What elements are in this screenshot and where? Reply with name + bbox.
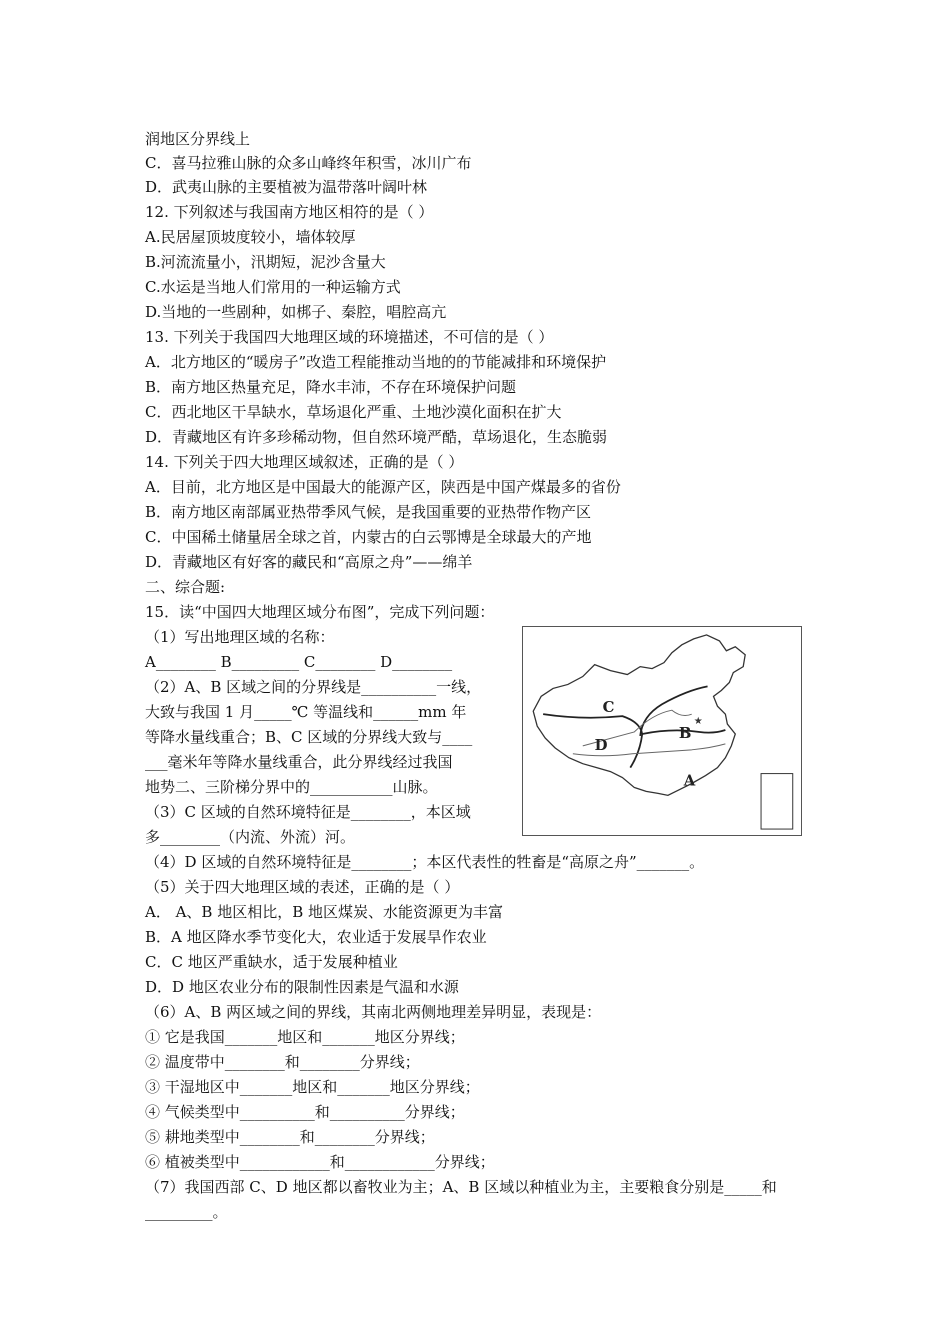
- china-regions-map: [522, 626, 802, 836]
- question-12: 12. 下列叙述与我国南方地区相符的是（ ）: [145, 203, 434, 221]
- question-13: 13. 下列关于我国四大地理区域的环境描述，不可信的是（ ）: [145, 328, 554, 346]
- text-line: C．喜马拉雅山脉的众多山峰终年积雪，冰川广布: [145, 154, 472, 172]
- sub-question-1: （1）写出地理区域的名称：: [145, 628, 335, 646]
- sub-question-5: （5）关于四大地理区域的表述，正确的是（ ）: [145, 878, 460, 896]
- text-line: _________。: [145, 1203, 228, 1221]
- south-china-sea-inset: [761, 774, 793, 829]
- question-15: 15．读“中国四大地理区域分布图”，完成下列问题：: [145, 603, 495, 621]
- option-c: C．西北地区干旱缺水，草场退化严重、土地沙漠化面积在扩大: [145, 403, 562, 421]
- capital-star-icon: ★: [693, 716, 703, 728]
- question-14: 14. 下列关于四大地理区域叙述，正确的是（ ）: [145, 453, 464, 471]
- option-c: C．中国稀土储量居全球之首，内蒙古的白云鄂博是全球最大的产地: [145, 528, 592, 546]
- text-line: D．武夷山脉的主要植被为温带落叶阔叶林: [145, 178, 428, 196]
- option-b: B．南方地区南部属亚热带季风气候，是我国重要的亚热带作物产区: [145, 503, 592, 521]
- section-heading: 二、综合题:: [145, 578, 226, 596]
- option-a: A.民居屋顶坡度较小，墙体较厚: [145, 228, 356, 246]
- text-line: 大致与我国 1 月_____℃ 等温线和______mm 年: [145, 703, 467, 721]
- option-b: B.河流流量小，汛期短，泥沙含量大: [145, 253, 386, 271]
- option-d: D.当地的一些剧种，如梆子、秦腔，唱腔高亢: [145, 303, 447, 321]
- option-a: A． A、B 地区相比，B 地区煤炭、水能资源更为丰富: [145, 903, 504, 921]
- text-line: ② 温度带中________和________分界线；: [145, 1053, 420, 1071]
- option-b: B．A 地区降水季节变化大，农业适于发展旱作农业: [145, 928, 487, 946]
- text-line: ⑥ 植被类型中____________和____________分界线；: [145, 1153, 495, 1171]
- text-line: ⑤ 耕地类型中________和________分界线；: [145, 1128, 435, 1146]
- text-line: 等降水量线重合；B、C 区域的分界线大致与____: [145, 728, 473, 746]
- option-d: D．青藏地区有好客的藏民和“高原之舟”——绵羊: [145, 553, 473, 571]
- sub-question-7: （7）我国西部 C、D 地区都以畜牧业为主；A、B 区域以种植业为主，主要粮食分别是_____和: [145, 1178, 777, 1196]
- sub-question-4: （4）D 区域的自然环境特征是________；本区代表性的牲畜是“高原之舟”_______。: [145, 853, 705, 871]
- text-line: 地势二、三阶梯分界中的___________山脉。: [145, 778, 438, 796]
- text-line: ③ 干湿地区中_______地区和_______地区分界线；: [145, 1078, 480, 1096]
- text-line: 多________（内流、外流）河。: [145, 828, 356, 846]
- option-a: A．北方地区的“暖房子”改造工程能推动当地的的节能减排和环境保护: [145, 353, 607, 371]
- text-line: ① 它是我国_______地区和_______地区分界线；: [145, 1028, 465, 1046]
- option-c: C.水运是当地人们常用的一种运输方式: [145, 278, 401, 296]
- boundary-line-qinghai-tibet: [543, 714, 642, 767]
- option-d: D．青藏地区有许多珍稀动物，但自然环境严酷，草场退化，生态脆弱: [145, 428, 608, 446]
- region-label-d: D: [594, 735, 608, 754]
- option-a: A．目前，北方地区是中国最大的能源产区，陕西是中国产煤最多的省份: [145, 478, 621, 496]
- sub-question-3: （3）C 区域的自然环境特征是________，本区域: [145, 803, 471, 821]
- option-d: D．D 地区农业分布的限制性因素是气温和水源: [145, 978, 459, 996]
- text-line: ④ 气候类型中__________和__________分界线；: [145, 1103, 465, 1121]
- region-label-c: C: [602, 698, 615, 717]
- region-label-a: A: [683, 771, 696, 790]
- sub-question-2: （2）A、B 区域之间的分界线是__________一线，: [145, 678, 482, 696]
- text-line: 润地区分界线上: [145, 130, 251, 148]
- text-line: ___毫米年等降水量线重合，此分界线经过我国: [145, 753, 453, 771]
- map-drawing: [523, 627, 801, 835]
- option-c: C．C 地区严重缺水，适于发展种植业: [145, 953, 398, 971]
- sub-question-6: （6）A、B 两区域之间的界线，其南北两侧地理差异明显，表现是：: [145, 1003, 602, 1021]
- answer-blanks: A________ B_________ C________ D________: [145, 653, 453, 671]
- option-b: B．南方地区热量充足，降水丰沛，不存在环境保护问题: [145, 378, 517, 396]
- region-label-b: B: [678, 723, 692, 742]
- china-outline: [533, 635, 745, 795]
